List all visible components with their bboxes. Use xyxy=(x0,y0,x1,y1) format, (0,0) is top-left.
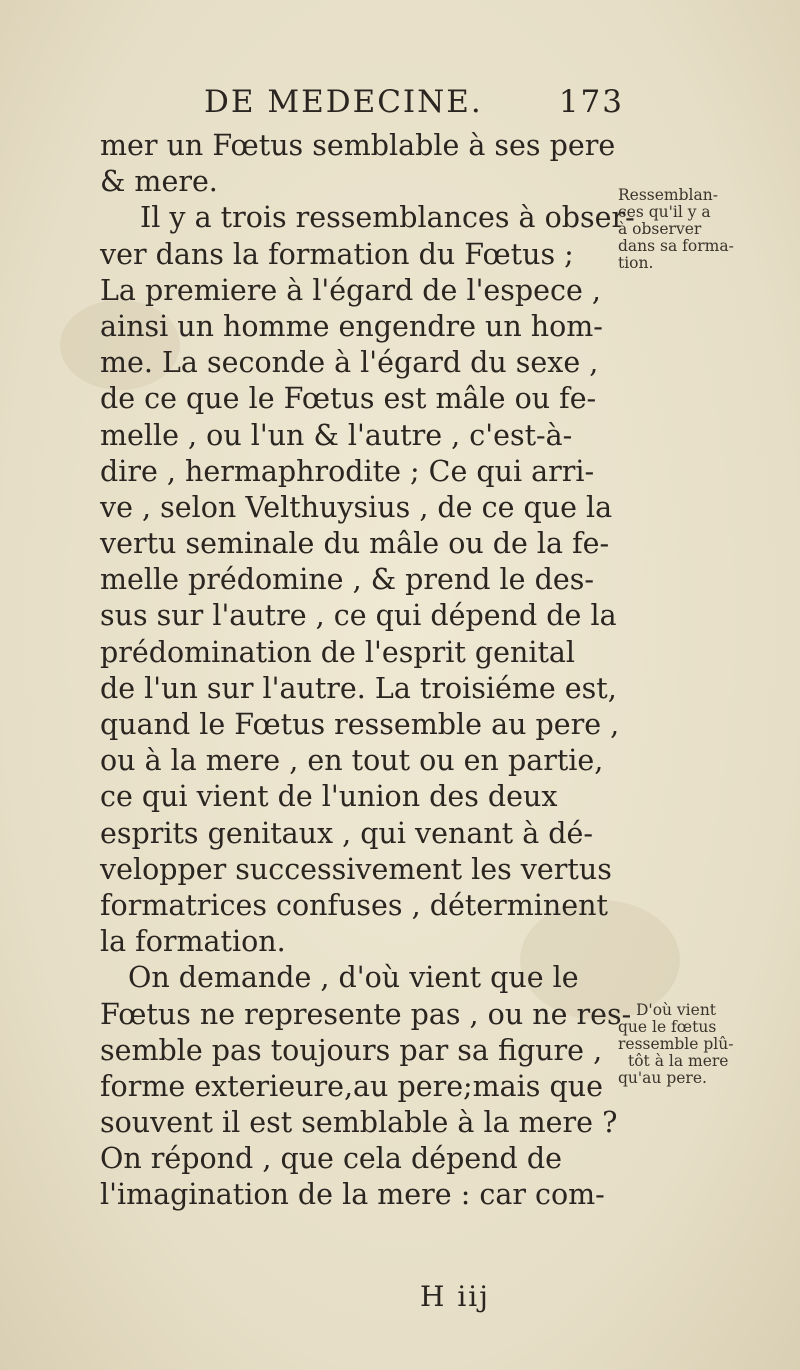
text-line: Fœtus ne represente pas , ou ne res- xyxy=(100,997,632,1031)
text-line: On répond , que cela dépend de xyxy=(100,1142,562,1176)
margin-note-line: tion. xyxy=(618,254,654,272)
text-line: ainsi un homme engendre un hom- xyxy=(100,309,603,343)
page-number: 173 xyxy=(558,84,624,120)
text-line: ver dans la formation du Fœtus ; xyxy=(100,237,574,271)
margin-note xyxy=(618,1002,768,1087)
text-line: forme exterieure,au pere;mais que xyxy=(100,1069,603,1103)
text-line: melle prédomine , & prend le des- xyxy=(100,563,594,597)
margin-note xyxy=(618,187,768,272)
text-line: de ce que le Fœtus est mâle ou fe- xyxy=(100,382,597,416)
text-line: formatrices confuses , déterminent xyxy=(100,888,608,922)
text-line: Il y a trois ressemblances à obser- xyxy=(140,201,635,235)
margin-note-line: ces qu'il y a xyxy=(618,203,711,221)
text-line: l'imagination de la mere : car com- xyxy=(100,1178,605,1212)
text-line: ve , selon Velthuysius , de ce que la xyxy=(100,490,613,524)
text-line: ou à la mere , en tout ou en partie, xyxy=(100,744,604,778)
margin-note-line: ressemble plû- xyxy=(618,1035,734,1053)
margin-note-line: qu'au pere. xyxy=(618,1069,707,1087)
margin-note-line: à observer xyxy=(618,220,702,238)
margin-note-line: D'où vient xyxy=(636,1001,717,1019)
text-line: melle , ou l'un & l'autre , c'est-à- xyxy=(100,418,573,452)
margin-note-line: Ressemblan- xyxy=(618,186,718,204)
margin-note-line: dans sa forma- xyxy=(618,237,734,255)
text-line: souvent il est semblable à la mere ? xyxy=(100,1106,618,1140)
text-line: & mere. xyxy=(100,165,218,199)
text-line: vertu seminale du mâle ou de la fe- xyxy=(100,527,610,561)
running-title: DE MEDECINE. xyxy=(204,84,483,120)
main-text xyxy=(100,128,635,1214)
signature-mark: H iij xyxy=(420,1280,490,1313)
text-line: ce qui vient de l'union des deux xyxy=(100,780,558,814)
margin-note-line: tôt à la mere xyxy=(628,1052,729,1070)
text-line: velopper successivement les vertus xyxy=(100,852,612,886)
text-line: semble pas toujours par sa figure , xyxy=(100,1033,603,1067)
text-line: la formation. xyxy=(100,925,286,959)
text-line: sus sur l'autre , ce qui dépend de la xyxy=(100,599,617,633)
text-line: prédomination de l'esprit genital xyxy=(100,635,576,669)
text-line: esprits genitaux , qui venant à dé- xyxy=(100,816,593,850)
running-header xyxy=(204,84,624,124)
text-line: me. La seconde à l'égard du sexe , xyxy=(100,346,599,380)
text-line: dire , hermaphrodite ; Ce qui arri- xyxy=(100,454,595,488)
text-line: quand le Fœtus ressemble au pere , xyxy=(100,708,620,741)
text-line: La premiere à l'égard de l'espece , xyxy=(100,273,601,307)
margin-note-line: que le fœtus xyxy=(618,1018,717,1036)
text-line: mer un Fœtus semblable à ses pere xyxy=(100,129,616,162)
text-line: On demande , d'où vient que le xyxy=(128,961,579,995)
text-line: de l'un sur l'autre. La troisiéme est, xyxy=(100,671,617,705)
